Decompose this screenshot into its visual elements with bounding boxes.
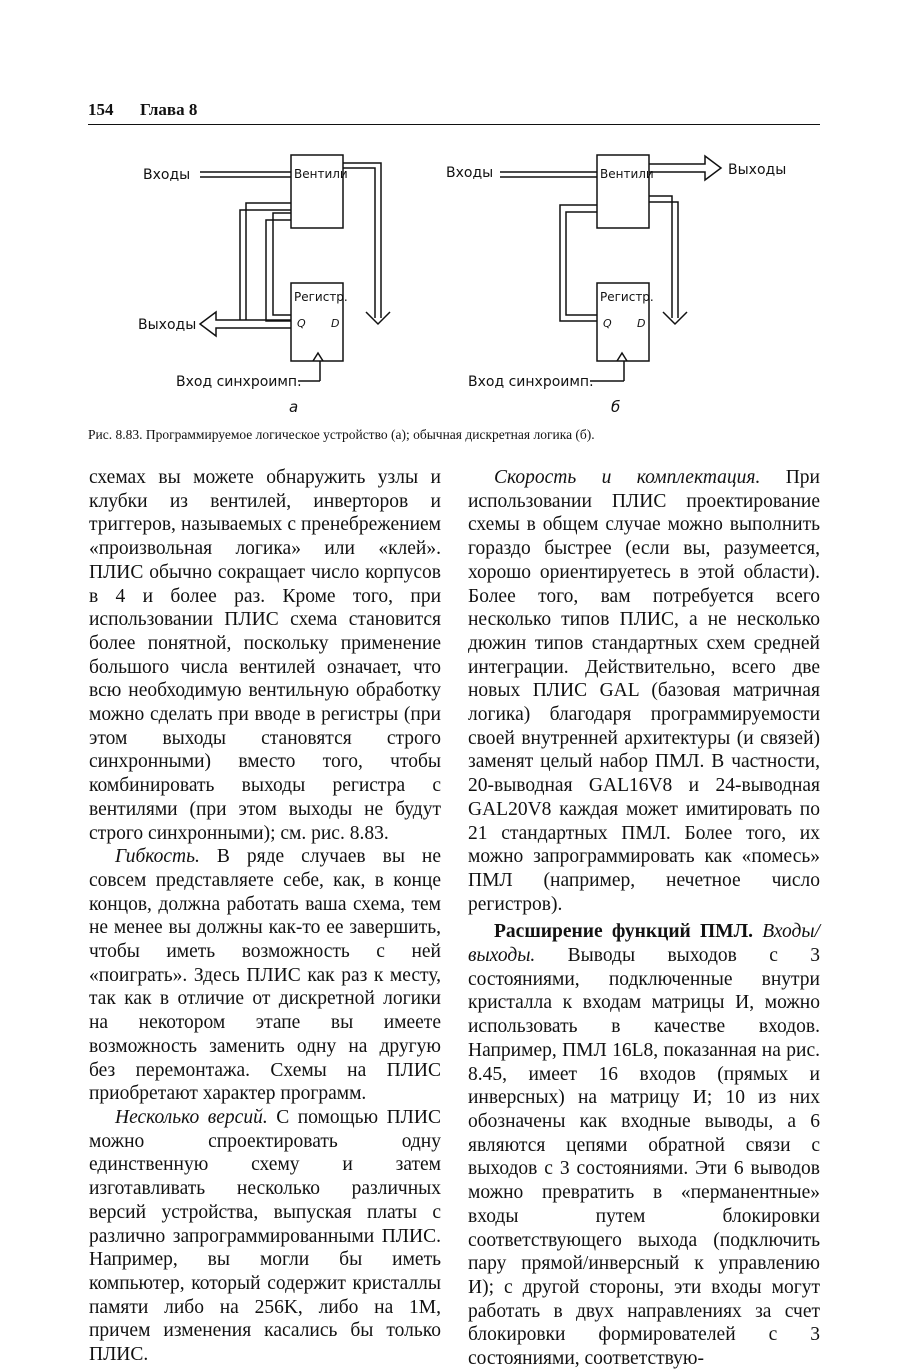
clock-label-a: Вход синхроимп. <box>176 374 302 390</box>
q-label-a: Q <box>297 317 306 330</box>
gates-label-b: Вентили <box>600 167 654 181</box>
outputs-label-b: Выходы <box>728 162 787 178</box>
paragraph-text: В ряде случаев вы не совсем представляете себе, как, в конце концов, должна работать ваша схема, тем не менее вы должны как-то ее завершить, чтобы иметь возможность с ней «поиграть». Здесь ПЛИС как раз к месту, так как в отличие от дискретной логики на некотором этапе вы имеете возможность заменить одну на другую без перемонтажа. Схемы на ПЛИС приобретают характер программ. <box>89 846 441 1105</box>
panel-label-b: б <box>611 398 621 416</box>
diagram-b <box>500 155 721 381</box>
outputs-label-a: Выходы <box>138 317 197 333</box>
paragraph-text: Выводы выходов с 3 состояниями, подключенные внутри кристалла к входам матрицы И, можно использовать в качестве входов. Например, ПМЛ 16L8, показанная на рис. 8.45, имеет 16 входов (прямых и инверсных) на матрицу И; 10 из них обозначены как входные выводы, а 6 являются цепями обратной связи с выходов с 3 состояниями. Эти 6 выводов можно превратить в «перманентные» входы путем блокировки соответствующего выхода (подключить пару прямой/инверсный к управлению И); с другой стороны, эти входы могут работать в двух направлениях за счет блокировки формирователей с 3 состояниями, соответствую- <box>468 945 820 1370</box>
run-in-heading: Несколько версий. <box>115 1106 268 1128</box>
run-in-heading: Гибкость. <box>115 846 200 868</box>
left-column <box>89 466 441 1367</box>
d-label-a: D <box>331 317 340 330</box>
gates-box-a <box>291 155 343 228</box>
register-label-a: Регистр. <box>294 290 348 304</box>
paragraph <box>468 466 820 916</box>
right-column <box>468 466 820 1371</box>
diagram-a <box>200 155 390 381</box>
clock-label-b: Вход синхроимп. <box>468 374 594 390</box>
figure-caption: Рис. 8.83. Программируемое логическое устройство (а); обычная дискретная логика (б). <box>88 427 595 442</box>
paragraph: схемах вы можете обнаружить узлы и клубки из вентилей, инверторов и триггеров, называемых с пренебрежением «произвольная логика» или «клей». ПЛИС обычно сокращает число корпусов в 4 и более раз. Кроме того, при использовании ПЛИС схема становится более понятной, поскольку применение большого числа вентилей означает, что всю необходимую вентильную обработку можно сделать при вводе в регистры (при этом выходы становятся строго синхронными) вместо того, чтобы комбинировать выходы регистра с вентилями (при этом выходы не будут строго синхронными); см. рис. 8.83. <box>89 467 441 844</box>
paragraph-text: С помощью ПЛИС можно спроектировать одну единственную схему и затем изготавливать несколько различных версий устройства, выпуская платы с различно запрограммированными ПЛИС. Например, вы могли бы иметь компьютер, который содержит кристаллы памяти либо на 256K, либо на 1M, причем изменения касались бы только ПЛИС. <box>89 1106 441 1366</box>
paragraph <box>89 1106 441 1367</box>
section-heading: Расширение функций ПМЛ. <box>494 921 753 943</box>
gates-label-a: Вентили <box>294 167 348 181</box>
paragraph-text: При использовании ПЛИС проектирование схемы в общем случае можно выполнить гораздо быстрее (если вы, разумеется, хорошо ориентируетесь в этой области). Более того, вам потребуется всего несколько типов ПЛИС, а не несколько дюжин типов стандартных схем средней интеграции. Действительно, всего две новых ПЛИС GAL (базовая матричная логика) благодаря программируемости своей внутренней архитектуры (и связей) заменят целый набор ПМЛ. В частности, 20-выводная GAL16V8 и 24-выводная GAL20V8 каждая может имитировать по 21 стандартных ПМЛ. Более того, их можно запрограммировать как «помесь» ПМЛ (например, нечетное число регистров). <box>468 467 820 915</box>
running-header <box>88 100 820 125</box>
panel-label-a: а <box>289 398 299 416</box>
paragraph <box>468 920 820 1370</box>
q-label-b: Q <box>603 317 612 330</box>
gates-box-b <box>597 155 649 228</box>
inputs-label-b: Входы <box>446 165 494 181</box>
d-label-b: D <box>637 317 646 330</box>
page-number: 154 <box>88 100 114 119</box>
run-in-heading: Скорость и комплектация. <box>494 467 761 488</box>
run-in-heading: Входы/выходы. <box>468 921 820 967</box>
inputs-label-a: Входы <box>143 167 191 183</box>
register-label-b: Регистр. <box>600 290 654 304</box>
figure-8-83 <box>0 140 912 420</box>
chapter-title: Глава 8 <box>140 100 198 119</box>
paragraph <box>89 845 441 1106</box>
